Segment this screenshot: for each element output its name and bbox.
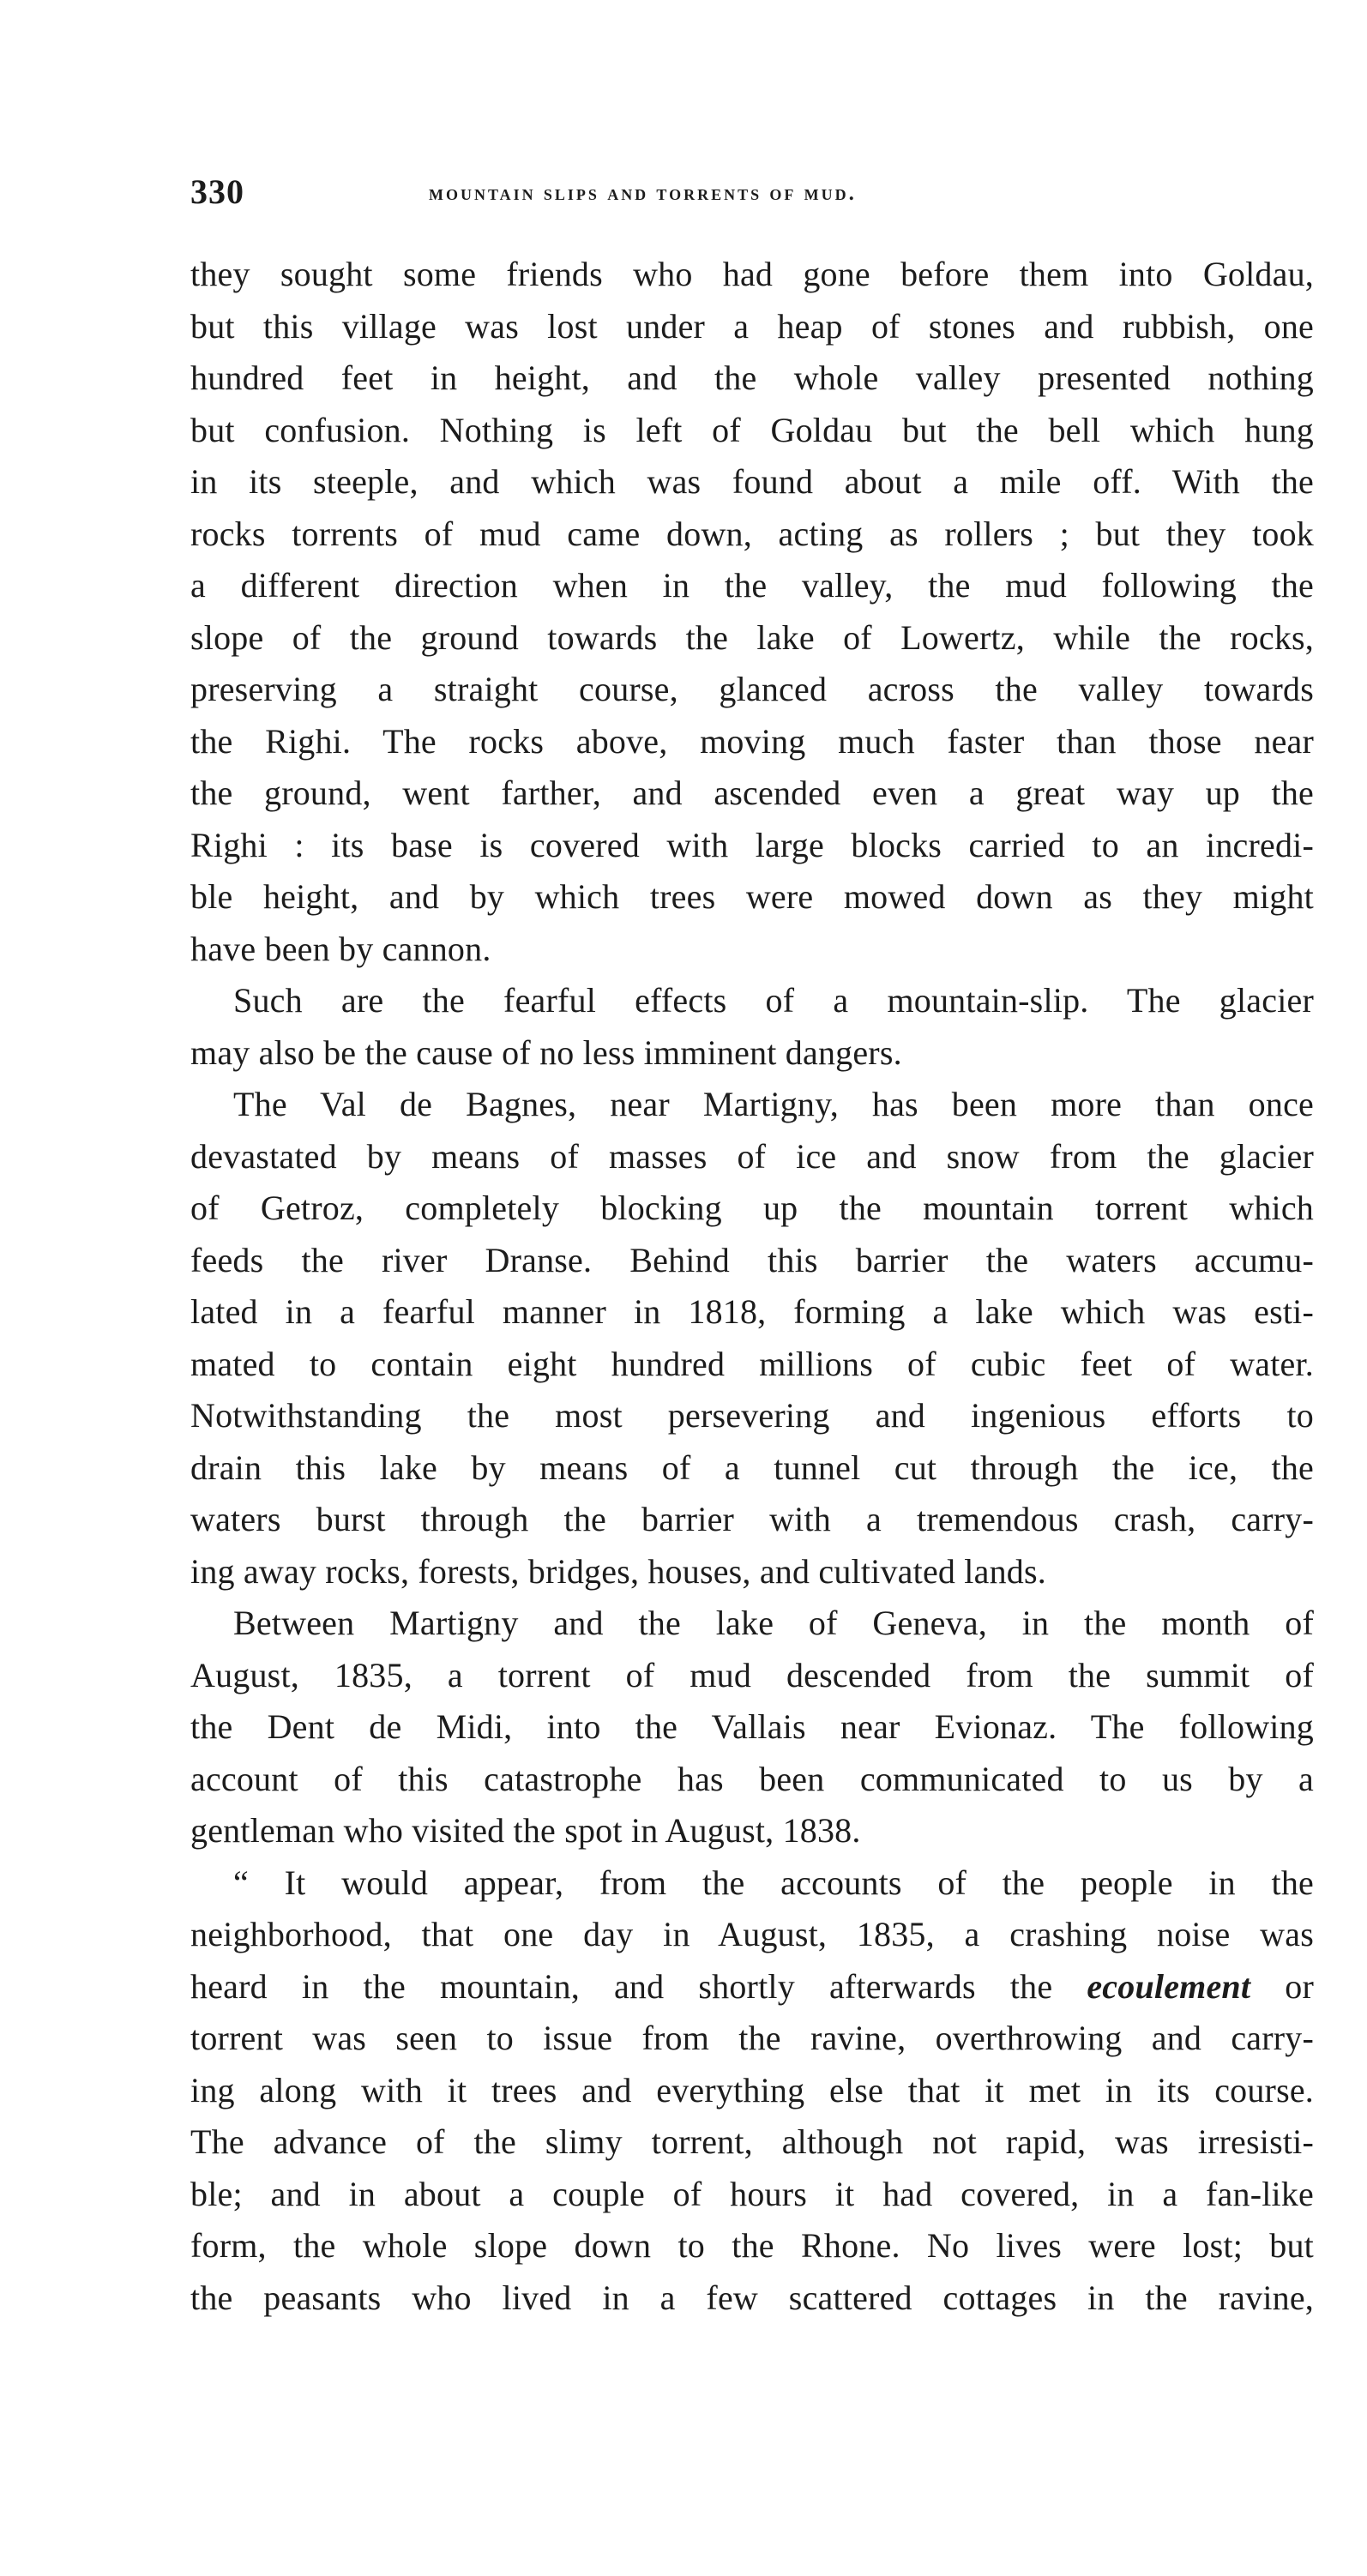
text-line: The advance of the slimy torrent, although not rapid, was irresisti-: [190, 2122, 1314, 2161]
text-segment: heard in the mountain, and shortly afterwards the: [190, 1966, 1087, 2006]
text-line: but confusion. Nothing is left of Goldau but the bell which hung: [190, 410, 1314, 449]
text-line: torrent was seen to issue from the ravine, overthrowing and carry-: [190, 2019, 1314, 2057]
text-line: feeds the river Dranse. Behind this barrier the waters accumu-: [190, 1240, 1314, 1279]
running-head: mountain slips and torrents of mud.: [429, 182, 857, 205]
text-line: account of this catastrophe has been communicated to us by a: [190, 1759, 1314, 1798]
text-line: Between Martigny and the lake of Geneva, in the month of: [233, 1604, 1314, 1642]
text-line: drain this lake by means of a tunnel cut through the ice, the: [190, 1447, 1314, 1487]
emphasis-word: ecoulement: [1087, 1966, 1251, 2006]
text-line: mated to contain eight hundred millions of cubic feet of water.: [190, 1344, 1314, 1383]
text-line: hundred feet in height, and the whole valley presented nothing: [190, 358, 1314, 397]
text-line: gentleman who visited the spot in August, 1838.: [190, 1811, 861, 1850]
text-line: a different direction when in the valley, the mud following the: [190, 566, 1314, 605]
text-line: Righi : its base is covered with large blocks carried to an incredi-: [190, 825, 1314, 864]
text-line: lated in a fearful manner in 1818, forming a lake which was esti-: [190, 1292, 1314, 1331]
text-line: ble; and in about a couple of hours it had covered, in a fan-like: [190, 2174, 1314, 2213]
text-segment: or: [1250, 1966, 1314, 2006]
text-line: the Righi. The rocks above, moving much faster than those near: [190, 721, 1314, 761]
text-line: they sought some friends who had gone before them into Goldau,: [190, 255, 1314, 293]
page-header: [180, 168, 1149, 216]
text-line: August, 1835, a torrent of mud descended from the summit of: [190, 1655, 1314, 1694]
text-line: devastated by means of masses of ice and snow from the glacier: [190, 1136, 1314, 1176]
text-line: the ground, went farther, and ascended even a great way up the: [190, 773, 1314, 812]
text-line: rocks torrents of mud came down, acting as rollers ; but they took: [190, 514, 1314, 553]
text-line: of Getroz, completely blocking up the mountain torrent which: [190, 1189, 1314, 1227]
text-line: Such are the fearful effects of a mountain-slip. The glacier: [233, 981, 1314, 1020]
text-line: ble height, and by which trees were mowed down as they might: [190, 877, 1314, 916]
text-line: waters burst through the barrier with a tremendous crash, carry-: [190, 1500, 1314, 1538]
text-line: The Val de Bagnes, near Martigny, has been more than once: [233, 1085, 1314, 1123]
page-number: 330: [190, 172, 244, 211]
text-line: the Dent de Midi, into the Vallais near Evionaz. The following: [190, 1707, 1314, 1746]
text-line: neighborhood, that one day in August, 1835, a crashing noise was: [190, 1915, 1314, 1953]
text-line: [190, 1961, 1314, 2013]
text-line: the peasants who lived in a few scattered cottages in the ravine,: [190, 2278, 1314, 2317]
text-line: slope of the ground towards the lake of Lowertz, while the rocks,: [190, 617, 1314, 657]
text-line: but this village was lost under a heap of stones and rubbish, one: [190, 306, 1314, 346]
body-text: [190, 249, 1314, 2324]
text-line: preserving a straight course, glanced across the valley towards: [190, 670, 1314, 708]
text-line: ing away rocks, forests, bridges, houses, and cultivated lands.: [190, 1551, 1046, 1591]
text-line: Notwithstanding the most persevering and ingenious efforts to: [190, 1396, 1314, 1435]
text-line: “ It would appear, from the accounts of the people in the: [233, 1863, 1314, 1902]
text-line: may also be the cause of no less imminent dangers.: [190, 1032, 902, 1072]
text-line: have been by cannon.: [190, 929, 491, 968]
text-line: ing along with it trees and everything else that it met in its course.: [190, 2070, 1314, 2110]
text-line: form, the whole slope down to the Rhone. No lives were lost; but: [190, 2226, 1314, 2265]
text-line: in its steeple, and which was found about a mile off. With the: [190, 462, 1314, 501]
